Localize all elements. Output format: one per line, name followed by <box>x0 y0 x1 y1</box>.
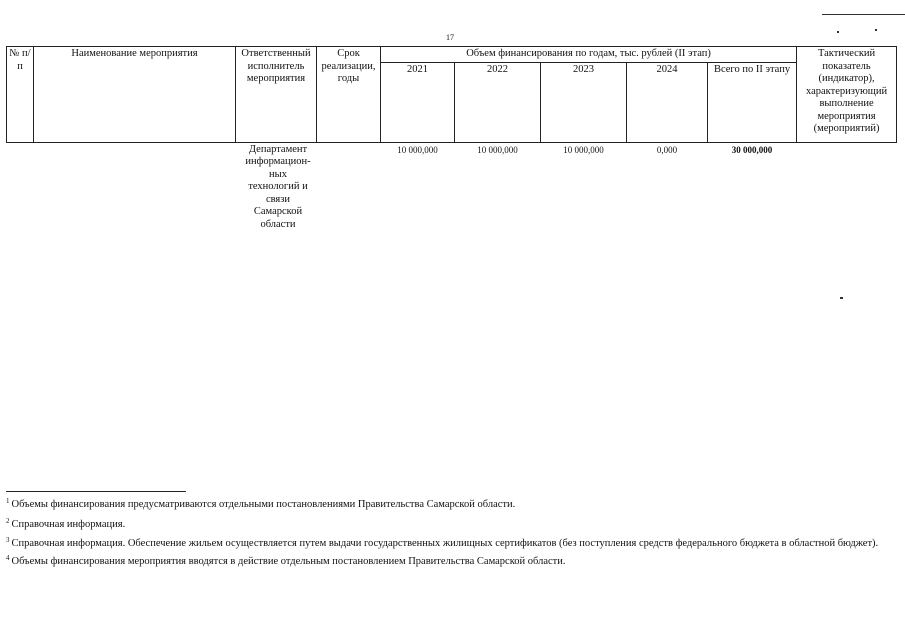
scan-speck <box>837 31 839 33</box>
footnote-4-mark: 4 <box>6 554 10 562</box>
scan-edge-line <box>822 14 905 15</box>
row-value-2022: 10 000,000 <box>477 144 518 155</box>
header-year-2023: 2023 <box>541 62 627 142</box>
footnote-2-text: Справочная информация. <box>11 519 126 530</box>
header-funding: Объем финансирования по годам, тыс. рублей (II этап) <box>381 47 797 63</box>
funding-table <box>6 46 897 232</box>
scan-speck <box>875 29 877 31</box>
footnote-4 <box>6 556 566 567</box>
header-total: Всего по II этапу <box>708 62 797 142</box>
header-year-2022: 2022 <box>455 62 541 142</box>
row-value-2024: 0,000 <box>656 144 678 155</box>
row-value-2021: 10 000,000 <box>397 144 438 155</box>
footnote-1 <box>6 499 515 510</box>
header-row-number: № п/п <box>7 47 34 143</box>
row-executor: Департамент информацион-ных технологий и связи Самарской области <box>245 143 311 230</box>
row-term <box>317 142 381 232</box>
row-indicator <box>797 142 897 232</box>
header-year-2021: 2021 <box>381 62 455 142</box>
header-term: Срок реализации, годы <box>317 47 381 143</box>
scan-speck <box>840 297 843 299</box>
header-indicator: Тактический показатель (индикатор), характеризующий выполнение мероприятия (мероприятий) <box>797 47 897 143</box>
footnote-3-text: Справочная информация. Обеспечение жильем осуществляется путем выдачи государственных жилищных сертификатов (без поступления средств федерального бюджета в областной бюджет). <box>11 538 879 549</box>
page-number: 17 <box>446 33 454 42</box>
footnote-4-text: Объемы финансирования мероприятия вводятся в действие отдельным постановлением Правительства Самарской области. <box>11 556 566 567</box>
header-executor: Ответственный исполнитель мероприятия <box>236 47 317 143</box>
footnote-1-text: Объемы финансирования предусматриваются отдельными постановлениями Правительства Самарской области. <box>11 499 516 510</box>
row-value-2023: 10 000,000 <box>563 144 604 155</box>
header-year-2024: 2024 <box>627 62 708 142</box>
footnote-3-mark: 3 <box>6 536 10 544</box>
footnote-1-mark: 1 <box>6 497 10 505</box>
header-activity-name: Наименование мероприятия <box>34 47 236 143</box>
footnote-3 <box>6 538 878 549</box>
row-total: 30 000,000 <box>731 144 773 155</box>
footnote-2 <box>6 519 125 530</box>
footnote-separator <box>6 491 186 492</box>
row-number <box>7 142 34 232</box>
row-activity-name <box>34 142 236 232</box>
footnote-2-mark: 2 <box>6 517 10 525</box>
